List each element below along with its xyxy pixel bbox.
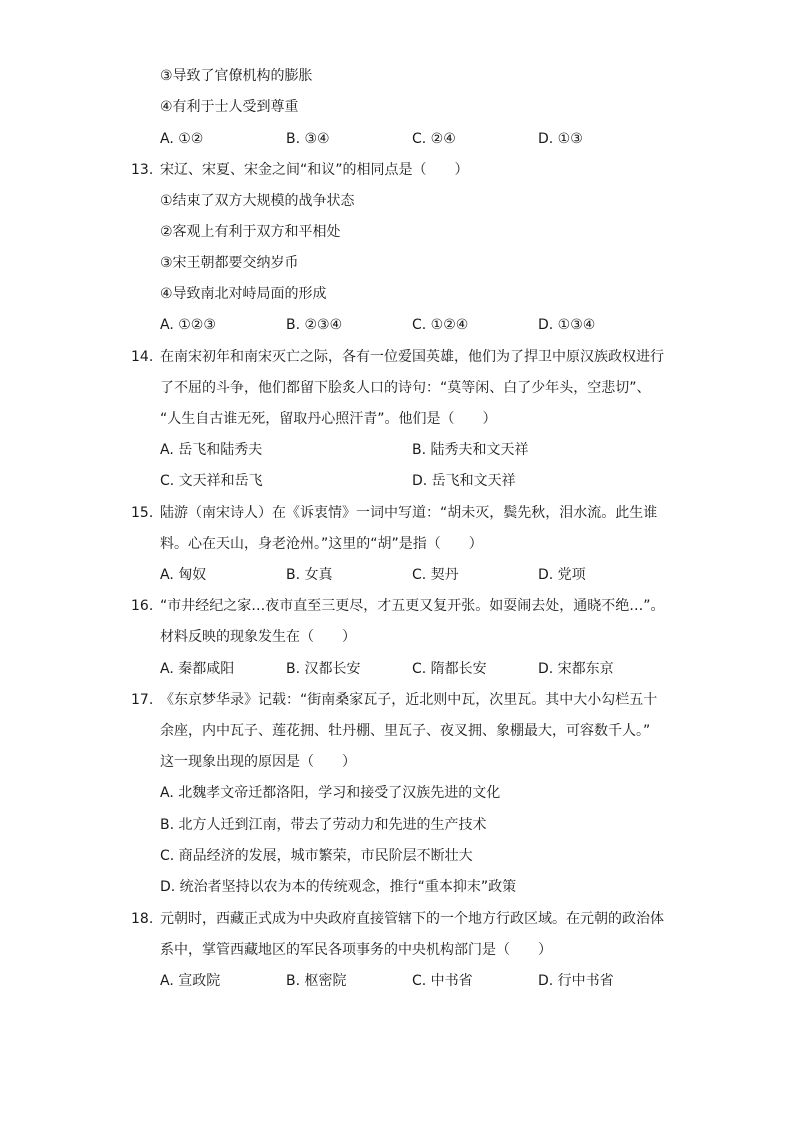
q16-stem-line-1: “市井经纪之家…夜市直至三更尽，才五更又复开张。如耍闹去处，通晓不绝…”。 xyxy=(160,598,665,614)
q13-number: 13. xyxy=(131,162,154,178)
q18-stem-line-1: 元朝时，西藏正式成为中央政府直接管辖下的一个地方行政区域。在元朝的政治体 xyxy=(160,911,664,927)
q12-option-a: A. ①② xyxy=(160,131,204,147)
q17-option-a: A. 北魏孝文帝迁都洛阳，学习和接受了汉族先进的文化 xyxy=(160,785,501,801)
q16-option-b: B. 汉都长安 xyxy=(286,661,361,677)
q14-stem-line-3: “人生自古谁无死，留取丹心照汗青”。他们是（ ） xyxy=(160,411,497,427)
q16-option-d: D. 宋都东京 xyxy=(538,661,614,677)
q13-item-4: ④导致南北对峙局面的形成 xyxy=(160,286,327,302)
q18-option-b: B. 枢密院 xyxy=(286,973,347,989)
q15-stem-line-1: 陆游（南宋诗人）在《诉衷情》一词中写道：“胡未灭，鬓先秋，泪水流。此生谁 xyxy=(160,505,658,521)
q17-option-c: C. 商品经济的发展，城市繁荣，市民阶层不断壮大 xyxy=(160,848,473,864)
q15-option-a: A. 匈奴 xyxy=(160,567,207,583)
q13-item-1: ①结束了双方大规模的战争状态 xyxy=(160,193,355,209)
q13-option-b: B. ②③④ xyxy=(286,317,343,333)
q14-option-b: B. 陆秀夫和文天祥 xyxy=(412,442,529,458)
q16-option-a: A. 秦都咸阳 xyxy=(160,661,235,677)
q14-stem-line-2: 了不屈的斗争，他们都留下脍炙人口的诗句：“莫等闲、白了少年头，空悲切”、 xyxy=(160,380,651,396)
q17-number: 17. xyxy=(131,692,154,708)
q17-stem-line-1: 《东京梦华录》记载：“街南桑家瓦子，近北则中瓦，次里瓦。其中大小勾栏五十 xyxy=(160,692,658,708)
q18-stem-line-2: 系中，掌管西藏地区的军民各项事务的中央机构部门是（ ） xyxy=(160,942,552,958)
q12-option-b: B. ③④ xyxy=(286,131,330,147)
q15-option-b: B. 女真 xyxy=(286,567,333,583)
q18-option-c: C. 中书省 xyxy=(412,973,473,989)
q12-option-d: D. ①③ xyxy=(538,131,583,147)
q15-number: 15. xyxy=(131,505,154,521)
q13-option-a: A. ①②③ xyxy=(160,317,216,333)
q12-item-3: ③导致了官僚机构的膨胀 xyxy=(160,68,313,84)
q16-stem-line-2: 材料反映的现象发生在（ ） xyxy=(160,629,356,645)
q18-number: 18. xyxy=(131,911,154,927)
q17-option-b: B. 北方人迁到江南，带去了劳动力和先进的生产技术 xyxy=(160,817,487,833)
q14-stem-line-1: 在南宋初年和南宋灭亡之际，各有一位爱国英雄，他们为了捍卫中原汉族政权进行 xyxy=(160,349,664,365)
q13-stem: 宋辽、宋夏、宋金之间“和议”的相同点是（ ） xyxy=(160,162,469,178)
q13-option-c: C. ①②④ xyxy=(412,317,469,333)
q13-item-3: ③宋王朝都要交纳岁币 xyxy=(160,255,299,271)
q17-option-d: D. 统治者坚持以农为本的传统观念，推行“重本抑末”政策 xyxy=(160,879,517,895)
q13-item-2: ②客观上有利于双方和平相处 xyxy=(160,224,341,240)
q18-option-d: D. 行中书省 xyxy=(538,973,614,989)
q14-option-d: D. 岳飞和文天祥 xyxy=(412,473,516,489)
q12-option-c: C. ②④ xyxy=(412,131,456,147)
q16-option-c: C. 隋都长安 xyxy=(412,661,487,677)
q15-option-c: C. 契丹 xyxy=(412,567,459,583)
q15-stem-line-2: 料。心在天山，身老沧州。”这里的“胡”是指（ ） xyxy=(160,536,483,552)
q12-item-4: ④有利于士人受到尊重 xyxy=(160,99,299,115)
q17-stem-line-3: 这一现象出现的原因是（ ） xyxy=(160,754,356,770)
q14-option-c: C. 文天祥和岳飞 xyxy=(160,473,263,489)
q18-option-a: A. 宣政院 xyxy=(160,973,221,989)
q17-stem-line-2: 余座，内中瓦子、莲花拥、牡丹棚、里瓦子、夜叉拥、象棚最大，可容数千人。” xyxy=(160,723,651,739)
q16-number: 16. xyxy=(131,598,154,614)
q14-number: 14. xyxy=(131,349,154,365)
q14-option-a: A. 岳飞和陆秀夫 xyxy=(160,442,263,458)
q13-option-d: D. ①③④ xyxy=(538,317,596,333)
q15-option-d: D. 党项 xyxy=(538,567,586,583)
